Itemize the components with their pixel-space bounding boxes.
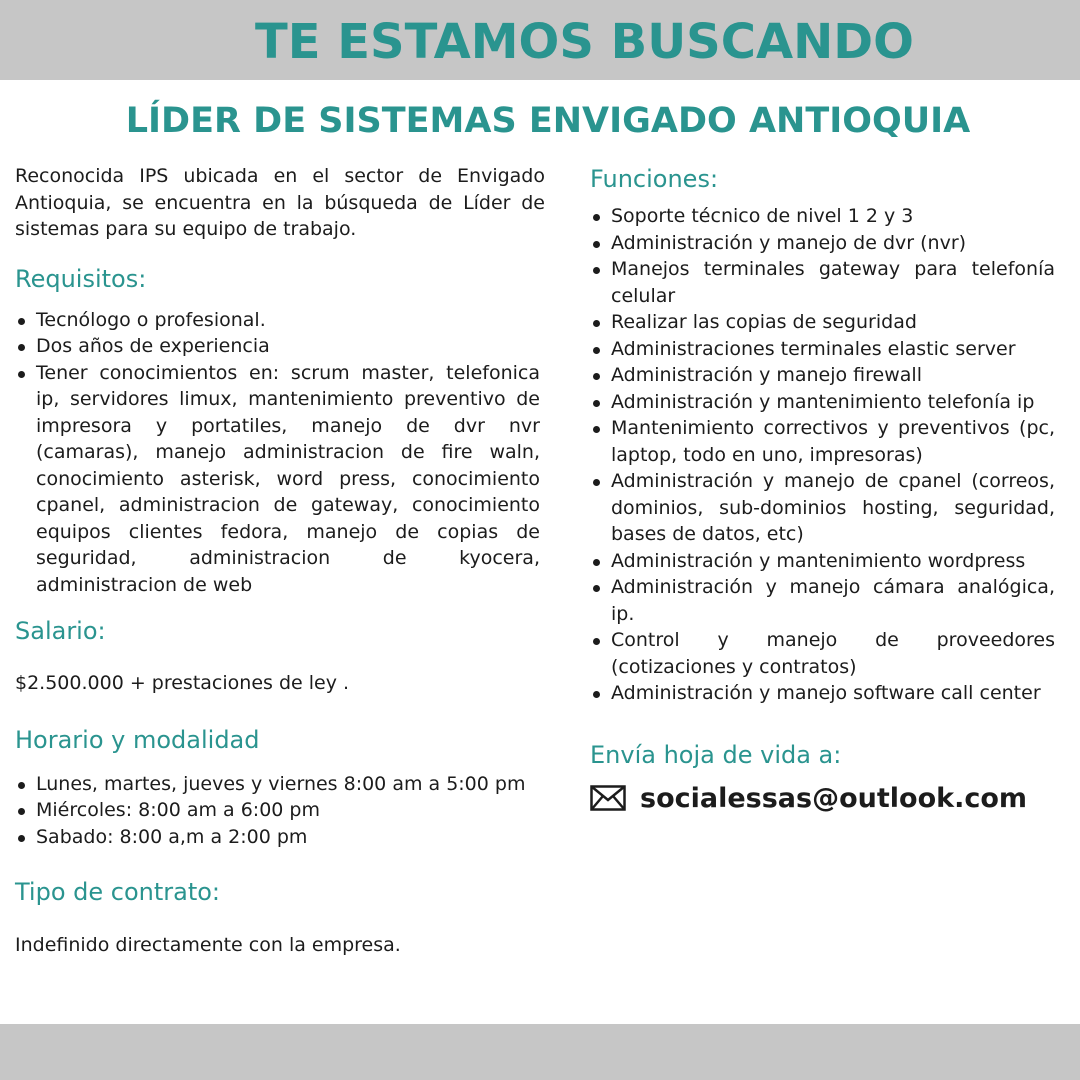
list-item: Tecnólogo o profesional. [15,307,540,334]
right-column [590,163,1055,814]
email-row [590,783,1055,814]
list-item: Sabado: 8:00 a,m a 2:00 pm [15,824,545,851]
contrato-heading: Tipo de contrato: [15,878,221,906]
list-item: Administración y manejo de dvr (nvr) [590,230,1055,257]
list-item: Soporte técnico de nivel 1 2 y 3 [590,203,1055,230]
list-item: Realizar las copias de seguridad [590,309,1055,336]
list-item: Dos años de experiencia [15,333,540,360]
list-item: Administración y manejo cámara analógica, ip. [590,574,1055,627]
list-item: Administración y mantenimiento telefonía ip [590,389,1055,416]
email-link[interactable]: socialessas@outlook.com [640,782,1028,814]
job-title: LÍDER DE SISTEMAS ENVIGADO ANTIOQUIA [125,101,971,141]
left-column [15,163,545,959]
funciones-list [590,203,1055,707]
top-banner [0,0,1080,80]
requisitos-list [15,307,540,599]
list-item: Miércoles: 8:00 am a 6:00 pm [15,797,545,824]
bottom-band [0,1024,1080,1080]
list-item: Control y manejo de proveedores (cotizaciones y contratos) [590,627,1055,680]
list-item: Administración y mantenimiento wordpress [590,548,1055,575]
envelope-icon [590,785,626,811]
list-item: Manejos terminales gateway para telefonía celular [590,256,1055,309]
requisitos-heading: Requisitos: [15,264,147,293]
list-item: Administración y manejo de cpanel (correos, dominios, sub-dominios hosting, seguridad, bases de datos, etc) [590,468,1055,548]
contacto-heading: Envía hoja de vida a: [590,740,842,769]
contrato-text: Indefinido directamente con la empresa. [15,934,401,956]
list-item: Mantenimiento correctivos y preventivos (pc, laptop, todo en uno, impresoras) [590,415,1055,468]
horario-heading: Horario y modalidad [15,725,260,754]
banner-title: TE ESTAMOS BUSCANDO [255,14,914,70]
salario-text: $2.500.000 + prestaciones de ley . [15,672,350,694]
list-item: Administración y manejo firewall [590,362,1055,389]
list-item: Administración y manejo software call center [590,680,1055,707]
list-item: Lunes, martes, jueves y viernes 8:00 am a 5:00 pm [15,771,545,798]
salario-heading: Salario: [15,617,106,645]
list-item: Administraciones terminales elastic server [590,336,1055,363]
horario-list [15,771,545,851]
intro-text: Reconocida IPS ubicada en el sector de Envigado Antioquia, se encuentra en la búsqueda de Líder de sistemas para su equipo de trabajo. [15,165,545,240]
list-item: Tener conocimientos en: scrum master, telefonica ip, servidores limux, mantenimiento preventivo de impresora y portatiles, manejo de dvr nvr (camaras), manejo administracion de fire waln, conocimiento asterisk, word press, conocimiento cpanel, administracion de gateway, conocimiento equipos clientes fedora, manejo de copias de seguridad, administracion de kyocera, administracion de web [15,360,540,599]
funciones-heading: Funciones: [590,165,719,193]
